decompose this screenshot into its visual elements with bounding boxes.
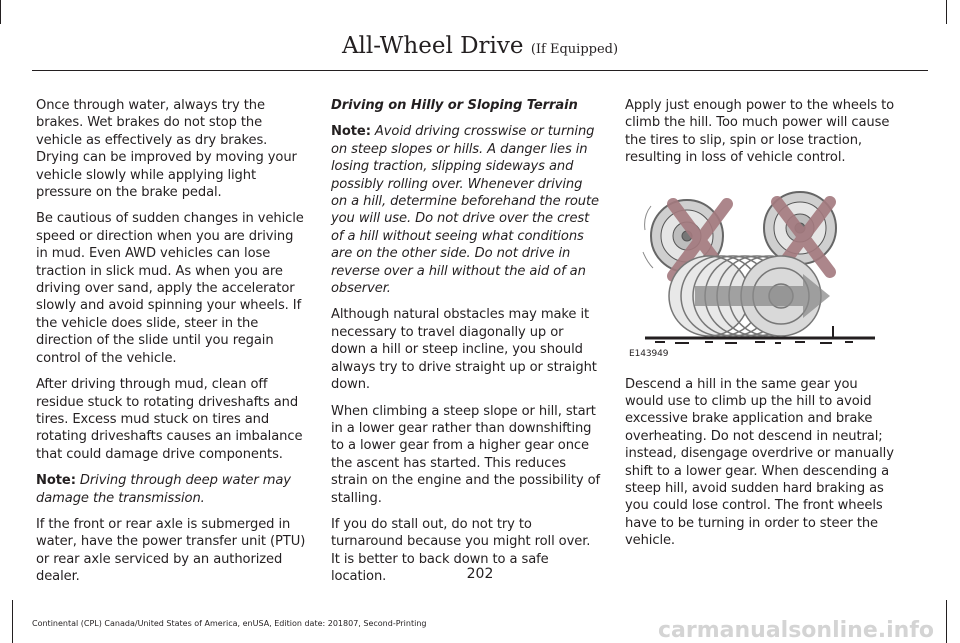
note-text: Driving through deep water may damage the transmission. [36,473,291,506]
note-text: Avoid driving crosswise or turning on steep slopes or hills. A danger lies in losing traction, slipping sideways and possibly rolling over. Whenever driving on a hill, determine beforehand the route you will use. Do not drive over the crest of a hill without seeing what conditions are on the other side. Do not drive in reverse over a hill without the aid of an observer. [331,124,599,297]
paragraph: Although natural obstacles may make it necessary to travel diagonally up or down a hill or steep incline, you should always try to drive straight up or straight down. [331,307,597,393]
header-rule [32,70,928,71]
chapter-title: All-Wheel Drive [341,33,524,59]
section-heading: Driving on Hilly or Sloping Terrain [331,98,578,113]
wheel-spin-drawing [625,176,895,366]
paragraph: If the front or rear axle is submerged in water, have the power transfer unit (PTU) or rear axle serviced by an authorized dealer. [36,516,306,585]
note-label: Note: [36,473,76,489]
column-3 [625,97,895,559]
paragraph: Once through water, always try the brakes. Wet brakes do not stop the vehicle as effectively as dry brakes. Drying can be improved by moving your vehicle slowly while applying light pressure on the brake pedal. [36,98,297,201]
paragraph: Be cautious of sudden changes in vehicle speed or direction when you are driving in mud. Even AWD vehicles can lose traction in slick mud. As when you are driving over sand, apply the accelerator slowly and avoid spinning your wheels. If the vehicle does slide, steer in the direction of the slide until you regain control of the vehicle. [36,211,304,366]
chapter-qualifier: (If Equipped) [530,42,619,57]
watermark: carmanualsonline.info [658,618,934,643]
column-1 [36,97,306,595]
crop-mark-bottom-left-v [12,600,13,643]
paragraph: When climbing a steep slope or hill, start in a lower gear rather than downshifting to a lower gear from a higher gear once the ascent has started. This reduces strain on the engine and the possibility of stalling. [331,403,601,506]
page-number: 202 [466,566,494,582]
note-label: Note: [331,124,371,140]
paragraph: After driving through mud, clean off residue stuck to rotating driveshafts and tires. Excess mud stuck on tires and rotating driveshafts causes an imbalance that could damage drive components. [36,377,303,462]
ground-texture [655,342,853,343]
paragraph: If you do stall out, do not try to turnaround because you might roll over. It is better to back down to a safe location. [331,516,591,585]
column-2 [331,97,601,595]
crop-mark-top-left-v [0,0,1,24]
figure-code: E143949 [629,349,669,360]
crop-mark-bottom-right-v [946,600,947,643]
paragraph: Apply just enough power to the wheels to climb the hill. Too much power will cause the tires to slip, spin or lose traction, resulting in loss of vehicle control. [625,98,895,166]
crop-mark-top-right-v [946,0,947,24]
note [36,472,306,507]
note [331,123,601,297]
paragraph: Descend a hill in the same gear you would use to climb up the hill to avoid excessive brake application and brake overheating. Do not descend in neutral; instead, disengage overdrive or manually shift to a lower gear. When descending a steep hill, avoid sudden hard braking as you could lose control. The front wheels have to be turning in order to steer the vehicle. [625,376,894,549]
page-title [0,33,960,59]
footer-edition: Continental (CPL) Canada/United States of America, enUSA, Edition date: 201807, Second-Printing [32,619,427,628]
wheel-spin-illustration [625,176,895,366]
